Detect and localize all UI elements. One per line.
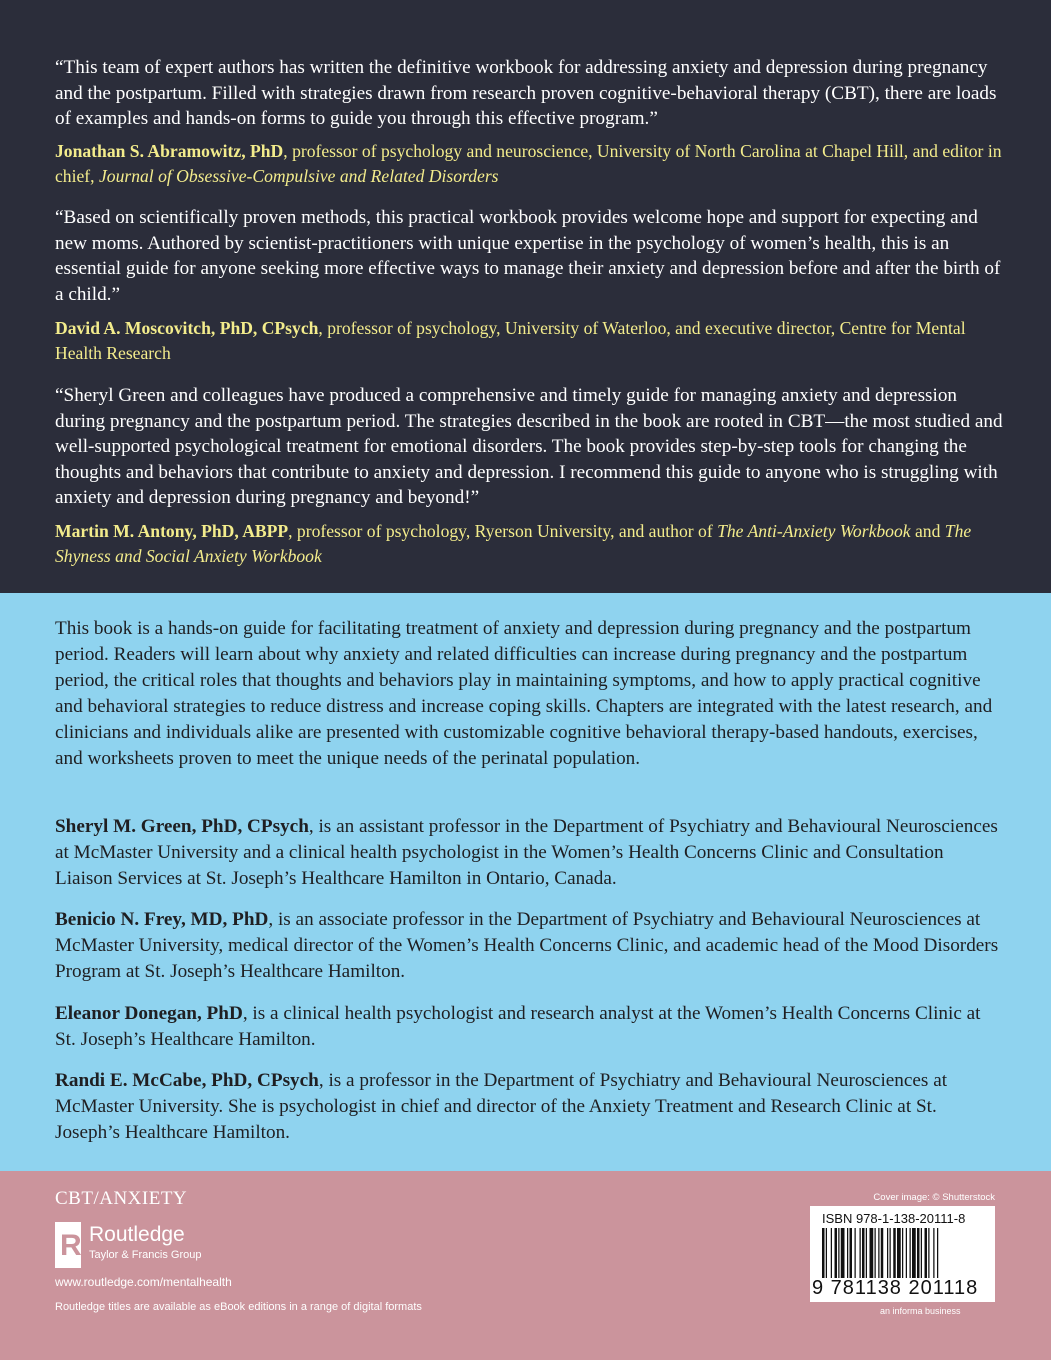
isbn-label: ISBN 978-1-138-20111-8 (822, 1211, 966, 1226)
endorser-name: David A. Moscovitch, PhD, CPsych (55, 318, 319, 338)
author-bio-text: , is an associate professor in the Department of Psychiatry and Behavioural Neurosciences at McMaster University, medical director of the Women’s Health Concerns Clinic, and academic head of the Mood Disorders Program at St. Joseph’s Healthcare Hamilton. (55, 909, 999, 982)
author-bio (55, 1001, 1005, 1053)
endorsement-quote: “This team of expert authors has written the definitive workbook for addressing anxiety and depression during pregnancy and the postpartum. Filled with strategies drawn from research proven cognitive-behavioral therapy (CBT), there are loads of examples and hands-on forms to guide you through this effective program.” (55, 57, 997, 129)
routledge-logo (55, 1222, 255, 1268)
author-bio (55, 907, 1005, 985)
barcode-bars (820, 1228, 985, 1278)
author-bio-text: , is a clinical health psychologist and research analyst at the Women’s Health Concerns Clinic at St. Joseph’s Healthcare Hamilton. (55, 1003, 981, 1050)
author-bio-text: , is an assistant professor in the Department of Psychiatry and Behavioural Neurosciences at McMaster University and a clinical health psychologist in the Women’s Health Concerns Clinic and Consultation Liaison Services at St. Joseph’s Healthcare Hamilton in Ontario, Canada. (55, 816, 998, 889)
author-bio-text: , is a professor in the Department of Psychiatry and Behavioural Neurosciences at McMaster University. She is psychologist in chief and director of the Anxiety Treatment and Research Clinic at St. Joseph’s Healthcare Hamilton. (55, 1070, 948, 1143)
publisher-name: Routledge (89, 1223, 185, 1246)
publisher-website: www.routledge.com/mentalhealth (55, 1275, 232, 1289)
author-name: Randi E. McCabe, PhD, CPsych (55, 1070, 319, 1091)
author-name: Sheryl M. Green, PhD, CPsych (55, 816, 309, 837)
cover-image-credit: Cover image: © Shutterstock (873, 1192, 995, 1203)
endorser-name: Martin M. Antony, PhD, ABPP (55, 521, 289, 541)
author-name: Benicio N. Frey, MD, PhD (55, 909, 269, 930)
author-bio (55, 1068, 1005, 1146)
ebook-note: Routledge titles are available as eBook editions in a range of digital formats (55, 1301, 422, 1313)
endorsement-attribution (55, 139, 1005, 189)
endorsement-attribution (55, 316, 1005, 366)
routledge-r-icon (55, 1222, 81, 1268)
endorsement-quote: “Based on scientifically proven methods, this practical workbook provides welcome hope and support for expecting and new moms. Authored by scientist-practitioners with unique expertise in the psychology of women’s health, this is an essential guide for anyone seeking more effective ways to manage their anxiety and depression before and after the birth of a child.” (55, 207, 1001, 305)
endorser-affiliation-end: and (910, 521, 945, 541)
logo-letter: R (60, 1229, 82, 1262)
publisher-footer (0, 1171, 1051, 1360)
book-description: This book is a hands-on guide for facilitating treatment of anxiety and depression during pregnancy and the postpartum period. Readers will learn about why anxiety and related difficulties can increase during pregnancy and the postpartum period, the critical roles that thoughts and behaviors play in maintaining symptoms, and how to apply practical cognitive and behavioral strategies to reduce distress and increase coping skills. Chapters are integrated with the latest research, and clinicians and individuals alike are presented with customizable cognitive behavioral therapy-based handouts, exercises, and worksheets proven to meet the unique needs of the perinatal population. (55, 618, 993, 769)
endorser-journal: Journal of Obsessive-Compulsive and Related Disorders (98, 166, 499, 186)
endorsement-attribution (55, 519, 1005, 569)
endorser-journal-2: The Shyness and Social Anxiety Workbook (55, 521, 972, 566)
series-label: CBT/ANXIETY (55, 1188, 188, 1209)
author-bio (55, 814, 1005, 892)
barcode-number: 9 781138 201118 (812, 1277, 979, 1299)
publisher-group: Taylor & Francis Group (89, 1249, 202, 1261)
endorsements-panel (0, 0, 1051, 593)
informa-tagline: an informa business (880, 1306, 961, 1316)
isbn-barcode (810, 1206, 995, 1302)
endorsement-quote: “Sheryl Green and colleagues have produced a comprehensive and timely guide for managing anxiety and depression during pregnancy and the postpartum period. The strategies described in the book are rooted in CBT—the most studied and well-supported psychological treatment for emotional disorders. The book provides step-by-step tools for changing the thoughts and behaviors that contribute to anxiety and depression. I recommend this guide to anyone who is struggling with anxiety and depression during pregnancy and beyond!” (55, 385, 1003, 508)
description-panel (0, 593, 1051, 1171)
endorser-affiliation: , professor of psychology, University of Waterloo, and executive director, Centre for Mental Health Research (55, 318, 966, 363)
author-name: Eleanor Donegan, PhD (55, 1003, 243, 1024)
endorser-name: Jonathan S. Abramowitz, PhD (55, 141, 284, 161)
endorser-affiliation: , professor of psychology, Ryerson University, and author of (288, 521, 718, 541)
endorser-affiliation: , professor of psychology and neuroscience, University of North Carolina at Chapel Hill, and editor in chief, (55, 141, 1002, 186)
endorser-journal: The Anti-Anxiety Workbook (717, 521, 911, 541)
